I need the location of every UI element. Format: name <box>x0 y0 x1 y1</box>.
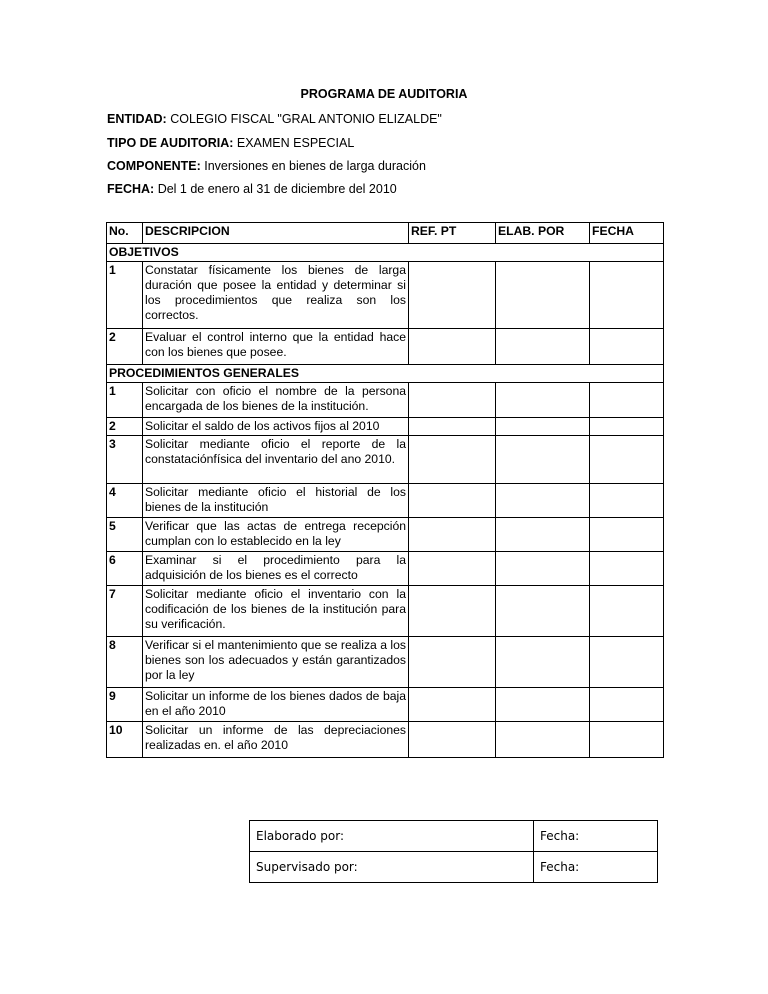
row-number: 5 <box>107 518 143 552</box>
row-fecha-cell[interactable] <box>590 418 664 436</box>
row-elab-por-cell[interactable] <box>496 329 590 365</box>
header-ref-pt: REF. PT <box>409 223 496 244</box>
row-fecha-cell[interactable] <box>590 518 664 552</box>
row-ref-pt-cell[interactable] <box>409 329 496 365</box>
document-title: PROGRAMA DE AUDITORIA <box>300 87 468 101</box>
row-elab-por-cell[interactable] <box>496 552 590 586</box>
meta-componente-label: COMPONENTE: <box>107 159 201 173</box>
row-fecha-cell[interactable] <box>590 484 664 518</box>
row-fecha-cell[interactable] <box>590 552 664 586</box>
row-description: Solicitar mediante oficio el inventario con la codificación de los bienes de la institución para su verificación. <box>143 586 409 637</box>
row-ref-pt-cell[interactable] <box>409 552 496 586</box>
row-elab-por-cell[interactable] <box>496 262 590 329</box>
row-number: 10 <box>107 722 143 758</box>
header-fecha: FECHA <box>590 223 664 244</box>
row-ref-pt-cell[interactable] <box>409 383 496 418</box>
table-row <box>107 518 664 552</box>
row-elab-por-cell[interactable] <box>496 518 590 552</box>
row-ref-pt-cell[interactable] <box>409 688 496 722</box>
row-elab-por-cell[interactable] <box>496 688 590 722</box>
section-title-procedimientos: PROCEDIMIENTOS GENERALES <box>107 365 664 383</box>
table-row <box>107 262 664 329</box>
header-elab-por: ELAB. POR <box>496 223 590 244</box>
signature-row-supervisado <box>250 852 658 883</box>
row-number: 6 <box>107 552 143 586</box>
row-elab-por-cell[interactable] <box>496 383 590 418</box>
row-ref-pt-cell[interactable] <box>409 518 496 552</box>
row-description: Evaluar el control interno que la entidad hace con los bienes que posee. <box>143 329 409 365</box>
table-row <box>107 722 664 758</box>
table-row <box>107 436 664 484</box>
row-elab-por-cell[interactable] <box>496 637 590 688</box>
row-fecha-cell[interactable] <box>590 722 664 758</box>
meta-fecha-value: Del 1 de enero al 31 de diciembre del 2010 <box>154 182 397 196</box>
elaborado-fecha-field[interactable]: Fecha: <box>534 821 658 852</box>
table-row <box>107 688 664 722</box>
meta-componente-value: Inversiones en bienes de larga duración <box>200 159 426 173</box>
row-description: Solicitar mediante oficio el reporte de la constataciónfísica del inventario del ano 2010. <box>143 436 409 484</box>
row-fecha-cell[interactable] <box>590 383 664 418</box>
row-ref-pt-cell[interactable] <box>409 484 496 518</box>
table-row <box>107 418 664 436</box>
row-description: Verificar que las actas de entrega recepción cumplan con lo establecido en la ley <box>143 518 409 552</box>
row-number: 9 <box>107 688 143 722</box>
row-fecha-cell[interactable] <box>590 436 664 484</box>
row-description: Solicitar con oficio el nombre de la persona encargada de los bienes de la institución. <box>143 383 409 418</box>
row-ref-pt-cell[interactable] <box>409 637 496 688</box>
row-number: 1 <box>107 262 143 329</box>
row-ref-pt-cell[interactable] <box>409 418 496 436</box>
row-description: Constatar físicamente los bienes de larga duración que posee la entidad y determinar si los procedimientos que realiza son los correctos. <box>143 262 409 329</box>
row-description: Solicitar mediante oficio el historial de los bienes de la institución <box>143 484 409 518</box>
table-row <box>107 637 664 688</box>
section-row-objetivos <box>107 244 664 262</box>
row-number: 8 <box>107 637 143 688</box>
row-number: 7 <box>107 586 143 637</box>
supervisado-por-field[interactable]: Supervisado por: <box>250 852 534 883</box>
meta-tipo-label: TIPO DE AUDITORIA: <box>107 136 234 150</box>
meta-tipo-value: EXAMEN ESPECIAL <box>233 136 355 150</box>
signature-row-elaborado <box>250 821 658 852</box>
meta-entidad-value: COLEGIO FISCAL "GRAL ANTONIO ELIZALDE" <box>166 112 442 126</box>
row-number: 4 <box>107 484 143 518</box>
section-row-procedimientos <box>107 365 664 383</box>
row-elab-por-cell[interactable] <box>496 418 590 436</box>
row-fecha-cell[interactable] <box>590 637 664 688</box>
table-row <box>107 552 664 586</box>
meta-fecha <box>107 182 397 196</box>
meta-tipo <box>107 136 354 150</box>
elaborado-por-field[interactable]: Elaborado por: <box>250 821 534 852</box>
signature-table <box>249 820 658 883</box>
row-elab-por-cell[interactable] <box>496 484 590 518</box>
row-number: 2 <box>107 418 143 436</box>
meta-componente <box>107 159 426 173</box>
row-elab-por-cell[interactable] <box>496 722 590 758</box>
supervisado-fecha-field[interactable]: Fecha: <box>534 852 658 883</box>
row-number: 2 <box>107 329 143 365</box>
meta-entidad-label: ENTIDAD: <box>107 112 167 126</box>
row-fecha-cell[interactable] <box>590 262 664 329</box>
header-descripcion: DESCRIPCION <box>143 223 409 244</box>
row-description: Solicitar el saldo de los activos fijos al 2010 <box>143 418 409 436</box>
table-row <box>107 484 664 518</box>
table-row <box>107 586 664 637</box>
row-description: Solicitar un informe de los bienes dados de baja en el año 2010 <box>143 688 409 722</box>
row-fecha-cell[interactable] <box>590 586 664 637</box>
audit-program-table <box>106 222 664 758</box>
meta-fecha-label: FECHA: <box>107 182 155 196</box>
section-title-objetivos: OBJETIVOS <box>107 244 664 262</box>
row-number: 3 <box>107 436 143 484</box>
row-fecha-cell[interactable] <box>590 688 664 722</box>
table-row <box>107 383 664 418</box>
row-ref-pt-cell[interactable] <box>409 262 496 329</box>
table-header-row <box>107 223 664 244</box>
table-row <box>107 329 664 365</box>
row-ref-pt-cell[interactable] <box>409 722 496 758</box>
row-elab-por-cell[interactable] <box>496 436 590 484</box>
row-number: 1 <box>107 383 143 418</box>
row-description: Solicitar un informe de las depreciaciones realizadas en. el año 2010 <box>143 722 409 758</box>
row-description: Verificar si el mantenimiento que se realiza a los bienes son los adecuados y están garantizados por la ley <box>143 637 409 688</box>
header-no: No. <box>107 223 143 244</box>
meta-entidad <box>107 112 442 126</box>
row-description: Examinar si el procedimiento para la adquisición de los bienes es el correcto <box>143 552 409 586</box>
row-ref-pt-cell[interactable] <box>409 586 496 637</box>
row-ref-pt-cell[interactable] <box>409 436 496 484</box>
row-elab-por-cell[interactable] <box>496 586 590 637</box>
row-fecha-cell[interactable] <box>590 329 664 365</box>
